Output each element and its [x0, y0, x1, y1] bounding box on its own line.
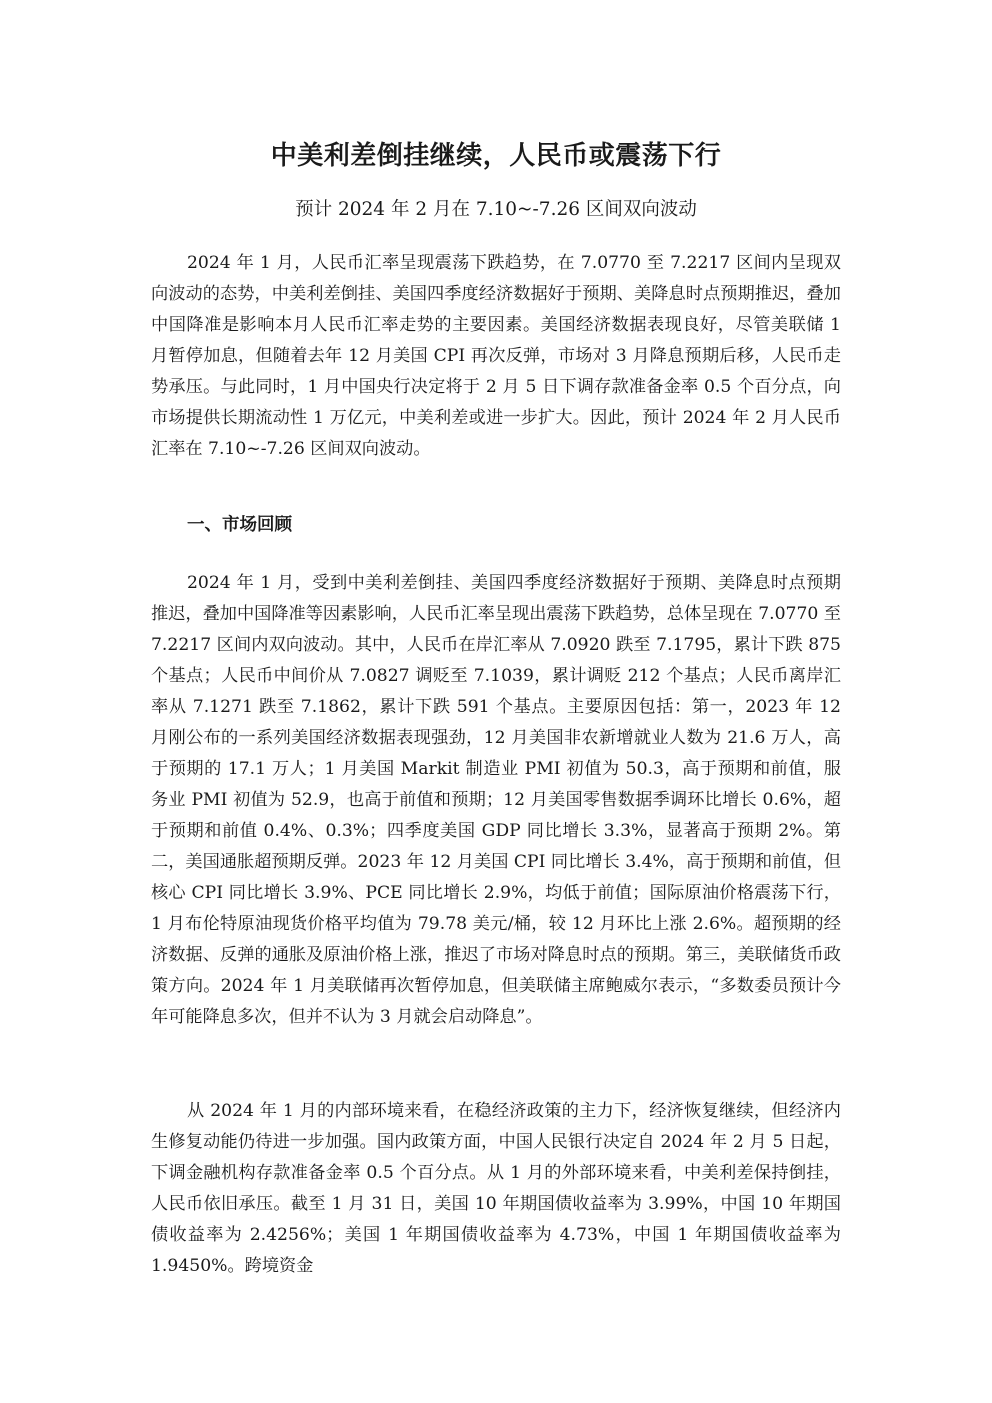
paragraph-market-review: 2024 年 1 月，受到中美利差倒挂、美国四季度经济数据好于预期、美降息时点预期推迟，叠加中国降准等因素影响，人民币汇率呈现出震荡下跌趋势，总体呈现在 7.0770 至 7.2217 区间内双向波动。其中，人民币在岸汇率从 7.0920 跌至 7.1795，累计下跌 875 个基点；人民币中间价从 7.0827 调贬至 7.1039，累计调贬 212 个基点；人民币离岸汇率从 7.1271 跌至 7.1862，累计下跌 591 个基点。主要原因包括：第一，2023 年 12 月刚公布的一系列美国经济数据表现强劲，12 月美国非农新增就业人数为 21.6 万人，高于预期的 17.1 万人；1 月美国 Markit 制造业 PMI 初值为 50.3，高于预期和前值，服务业 PMI 初值为 52.9，也高于前值和预期；12 月美国零售数据季调环比增长 0.6%，超于预期和前值 0.4%、0.3%；四季度美国 GDP 同比增长 3.3%，显著高于预期 2%。第二，美国通胀超预期反弹。2023 年 12 月美国 CPI 同比增长 3.4%，高于预期和前值，但核心 CPI 同比增长 3.9%、PCE 同比增长 2.9%，均低于前值；国际原油价格震荡下行，1 月布伦特原油现货价格平均值为 79.78 美元/桶，较 12 月环比上涨 2.6%。超预期的经济数据、反弹的通胀及原油价格上涨，推迟了市场对降息时点的预期。第三，美联储货币政策方向。2024 年 1 月美联储再次暂停加息，但美联储主席鲍威尔表示，“多数委员预计今年可能降息多次，但并不认为 3 月就会启动降息”。 [151, 573, 841, 1027]
document-title: 中美利差倒挂继续，人民币或震荡下行 [270, 141, 722, 171]
paragraph-intro: 2024 年 1 月，人民币汇率呈现震荡下跌趋势，在 7.0770 至 7.2217 区间内呈现双向波动的态势，中美利差倒挂、美国四季度经济数据好于预期、美降息时点预期推迟，叠加中国降准是影响本月人民币汇率走势的主要因素。美国经济数据表现良好，尽管美联储 1 月暂停加息，但随着去年 12 月美国 CPI 再次反弹，市场对 3 月降息预期后移，人民币走势承压。与此同时，1 月中国央行决定将于 2 月 5 日下调存款准备金率 0.5 个百分点，向市场提供长期流动性 1 万亿元，中美利差或进一步扩大。因此，预计 2024 年 2 月人民币汇率在 7.10~-7.26 区间双向波动。 [151, 253, 841, 459]
section-heading-market-review: 一、市场回顾 [187, 515, 292, 535]
paragraph-environment: 从 2024 年 1 月的内部环境来看，在稳经济政策的主力下，经济恢复继续，但经济内生修复动能仍待进一步加强。国内政策方面，中国人民银行决定自 2024 年 2 月 5 日起，下调金融机构存款准备金率 0.5 个百分点。从 1 月的外部环境来看，中美利差保持倒挂，人民币依旧承压。截至 1 月 31 日，美国 10 年期国债收益率为 3.99%，中国 10 年期国债收益率为 2.4256%；美国 1 年期国债收益率为 4.73%，中国 1 年期国债收益率为 1.9450%。跨境资金 [151, 1101, 841, 1276]
document-subtitle: 预计 2024 年 2 月在 7.10~-7.26 区间双向波动 [295, 199, 697, 220]
